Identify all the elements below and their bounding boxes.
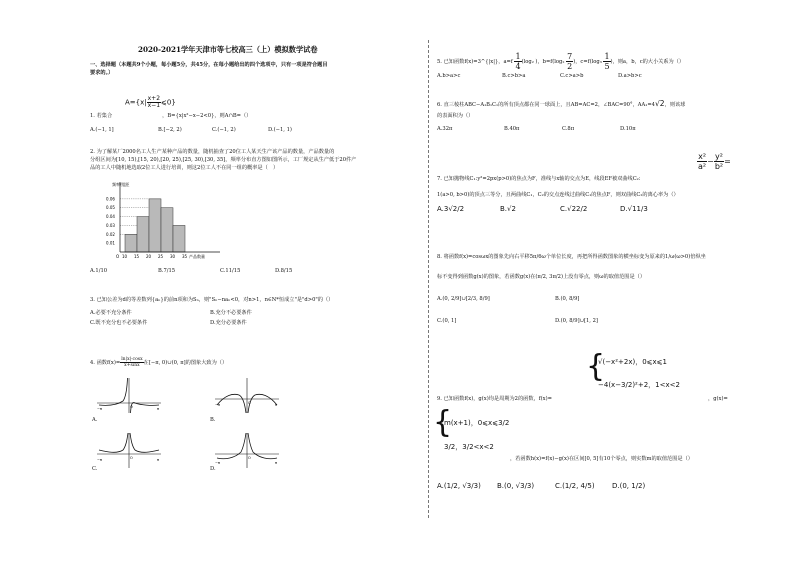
x-tick-label: 25: [158, 254, 164, 259]
svg-text:−π: −π: [215, 461, 221, 465]
q9-f-case1: √(−x²+2x)，0⩽x⩽1: [598, 358, 667, 366]
q9-option-b[interactable]: B.(0, √3/3): [497, 482, 535, 490]
q9-g-case2: 3/2，3/2<x<2: [444, 443, 494, 451]
q2-line1: 2. 为了解某厂2000名工人生产某种产品的数量，随机抽查了20位工人某天生产该产品的数量，产品数量的: [90, 149, 335, 155]
q2-option-b[interactable]: B.7/15: [158, 268, 176, 274]
q7-line2: 1(a>0, b>0)的顶点三等分，且两曲线C₁，C₂的交点连线过曲线C₁的焦点F，则双曲线C₂的离心率为（）: [437, 192, 679, 198]
q2-line2: 分组区间为[10, 15),[15, 20),[20, 25),[25, 30),[30, 35]，频率分布直方图如图所示，工厂规定从生产低于20件产: [90, 157, 357, 163]
hist-bar: [125, 234, 137, 252]
q8-line1: 8. 将函数f(x)=cosωx的图象先向右平移5π/6ω个单位长度，再把所得函数图象的横坐标变为原来的1/ω(ω>0)倍纵坐: [437, 254, 706, 260]
q8-option-b[interactable]: B.(0, 8/9]: [555, 296, 580, 302]
q5-stem: 5. 已知函数f(x)=3^{|x|}，a=f $\frac{1}{4}$ (log₂ )，b=f(log₂ $\frac{7}{2}$ )，c=f(log₃ $\frac{1}{5}$ )，则a，b，c的大小关系为（）: [437, 52, 685, 71]
q6-line2: 的表面积为（）: [437, 113, 474, 119]
q5-option-b[interactable]: B.c>b>a: [502, 73, 526, 79]
q9-option-d[interactable]: D.(0, 1/2): [612, 482, 646, 490]
q7-option-d[interactable]: D.√11/3: [620, 205, 648, 213]
svg-text:O: O: [130, 405, 133, 409]
q9-g-lead: ，g(x)=: [708, 396, 728, 402]
hist-bar: [173, 225, 185, 252]
svg-text:π: π: [275, 403, 278, 407]
q4-graph-a: [95, 375, 165, 415]
q3-option-c[interactable]: C.既不充分也不必要条件: [90, 320, 148, 326]
svg-text:−π: −π: [97, 458, 103, 462]
svg-text:π: π: [275, 461, 278, 465]
y-tick-label: 0.05: [106, 205, 115, 211]
svg-text:π: π: [157, 458, 160, 462]
q6-option-a[interactable]: A.32π: [437, 126, 453, 132]
y-tick-label: 0.01: [106, 240, 115, 246]
q6-option-b[interactable]: B.40π: [504, 126, 520, 132]
x-tick-label: 20: [146, 254, 152, 259]
y-tick-label: 0.02: [106, 231, 115, 237]
svg-text:O: O: [248, 456, 251, 460]
q9-g-case1: m(x+1)，0⩽x⩽3/2: [444, 419, 510, 427]
q5-option-c[interactable]: C.c>a>b: [560, 73, 584, 79]
q5-option-d[interactable]: D.a>b>c: [618, 73, 642, 79]
q2-option-d[interactable]: D.8/15: [275, 268, 293, 274]
q7-option-a[interactable]: A.3√2/2: [437, 205, 465, 213]
q4-graph-c: [95, 430, 165, 470]
q9-g-brace: {: [433, 405, 453, 440]
q9-f-case2: −4(x−3/2)²+2，1<x<2: [598, 381, 680, 389]
x-tick-label: 15: [134, 254, 140, 259]
q9-option-a[interactable]: A.(1/2, √3/3): [437, 482, 481, 490]
q9-tail: ，若函数h(x)=f(x)−g(x)在区间[0, 5]有10个零点，则实数m的取值范围是（）: [510, 456, 693, 462]
hist-bar: [149, 199, 161, 252]
x-tick-label: 30: [170, 254, 176, 259]
svg-text:π: π: [157, 407, 160, 411]
q9-lead: 9. 已知函数f(x)，g(x)均是周期为2的函数，f(x)=: [437, 396, 552, 402]
q7-hyperbola-eq: $\frac{\text{x²}}{\text{a²}}$ − $\frac{\text{y²}}{\text{b²}}$ =: [698, 152, 731, 171]
q9-option-c[interactable]: C.(1/2, 4/5): [555, 482, 595, 490]
q3-stem: 3. 已知公差为d的等差数列{aₙ}的前n项和为Sₙ，则"Sₙ−naₙ<0，对n>1，n∈N*恒成立"是"d>0"的（）: [90, 297, 334, 303]
column-divider: [428, 40, 429, 518]
q4-label-a[interactable]: A.: [92, 417, 98, 423]
x-tick-label: 35: [182, 254, 188, 259]
q4-stem: 4. 函数f(x)= $\frac{\ln|x|\cdot\cos x}{x+\sin x}$ 在[−π, 0)∪(0, π]的图象大致为（）: [90, 357, 228, 368]
q1-stem: 1. 若集合 ，B={x|x²−x−2<0}，则A∩B=（）: [90, 113, 252, 119]
q1-set-a: A={x| $\frac{x+2}{x-1}$ ⩽0}: [125, 95, 176, 109]
y-tick-label: 0.06: [106, 196, 115, 202]
q6-option-d[interactable]: D.10π: [620, 126, 636, 132]
q3-option-d[interactable]: D.充分必要条件: [210, 320, 247, 326]
section1-header: 一、选择题（本题共9个小题，每小题5分，共45分，在每小题给出的四个选项中，只有一项是符合题目: [90, 62, 328, 68]
q7-line1: 7. 已知抛物线C₁:y²=2px(p>0)的焦点为F，准线与x轴的交点为E，线段EF被双曲线C₂:: [437, 176, 641, 182]
q8-option-d[interactable]: D.(0, 8/9]∪[1, 2]: [555, 318, 598, 324]
y-tick-label: 0.03: [106, 222, 115, 228]
x-tick-label: 10: [122, 254, 128, 259]
q4-label-d[interactable]: D.: [210, 466, 216, 472]
q7-option-b[interactable]: B.√2: [500, 205, 516, 213]
q2-line3: 品的工人中随机地选取2位工人进行培训，则这2位工人不在同一组的概率是（ ）: [90, 165, 279, 171]
y-tick-label: 0.04: [106, 214, 115, 220]
q3-option-a[interactable]: A.必要不充分条件: [90, 310, 132, 316]
hist-bar: [137, 217, 149, 252]
q2-option-a[interactable]: A.1/10: [90, 268, 108, 274]
q8-option-c[interactable]: C.(0, 1]: [437, 318, 457, 324]
origin-label: O: [116, 254, 120, 259]
q1-option-a[interactable]: A.(−1, 1]: [90, 127, 114, 133]
q8-line2: 标不变得到函数g(x)的图象，若函数g(x)在(π/2, 3π/2)上没有零点，则ω的取值范围是（）: [437, 274, 646, 280]
q4-graph-d: [213, 430, 283, 470]
q5-option-a[interactable]: A.b>a>c: [437, 73, 461, 79]
q7-option-c[interactable]: C.√22/2: [560, 205, 588, 213]
q4-graph-b: [213, 375, 283, 415]
q4-label-c[interactable]: C.: [92, 466, 98, 472]
hist-bar: [161, 208, 173, 252]
x-axis-label: 产品数量: [189, 254, 205, 259]
q4-label-b[interactable]: B.: [210, 417, 216, 423]
q8-option-a[interactable]: A.(0, 2/9]∪[2/3, 8/9]: [437, 296, 490, 302]
svg-text:O: O: [248, 401, 251, 405]
section1-header-line2: 要求的。）: [90, 70, 114, 76]
q9-f-brace: {: [586, 349, 606, 384]
svg-text:−π: −π: [215, 403, 221, 407]
q6-line1: 6. 直三棱柱ABC−A₁B₁C₁的所有顶点都在同一球面上，且AB=AC=2，∠BAC=90°，AA₁=4√2，则该球: [437, 99, 686, 108]
q1-option-b[interactable]: B.[−2, 2): [158, 127, 182, 133]
q6-option-c[interactable]: C.8π: [562, 126, 575, 132]
q1-option-d[interactable]: D.(−1, 1): [268, 127, 292, 133]
q1-option-c[interactable]: C.(−1, 2): [212, 127, 236, 133]
y-axis-label: 频率/组距: [112, 182, 130, 187]
q3-option-b[interactable]: B.充分不必要条件: [210, 310, 252, 316]
svg-text:−π: −π: [97, 407, 103, 411]
q2-option-c[interactable]: C.11/15: [220, 268, 241, 274]
paper-title: 2020-2021学年天津市等七校高三（上）模拟数学试卷: [138, 45, 318, 54]
frequency-histogram: [90, 178, 230, 264]
svg-text:O: O: [130, 456, 133, 460]
